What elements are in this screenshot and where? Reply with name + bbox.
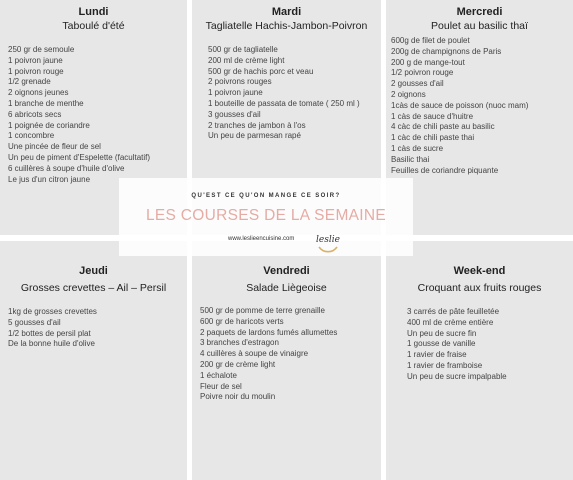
day-title: Mardi [271,6,302,18]
ingredient-item: 1 poivron rouge [8,66,64,76]
ingredient-item: 4 càc de chili paste au basilic [391,122,495,132]
ingredient-item: 1 càs de sauce d'huitre [391,111,474,121]
dish-title: Salade Liègeoise [246,282,327,294]
day-panel-mercredi [386,0,573,235]
ingredient-item: 2 gousses d'ail [391,79,444,89]
ingredient-item: 1 ravier de fraise [407,350,467,360]
ingredient-item: 500 gr de pomme de terre grenaille [200,306,325,315]
ingredient-list [0,45,187,185]
ingredient-item: Un peu de piment d'Espelette (facultatif) [8,152,151,162]
ingredient-item: 200g de champignons de Paris [391,46,502,56]
ingredient-item: 200 gr de crème light [200,359,276,369]
ingredient-list [386,36,573,176]
dish-title: Grosses crevettes – Ail – Persil [20,282,167,294]
day-title: Jeudi [79,265,108,277]
ingredient-list [386,307,573,383]
ingredient-item: Fleur de sel [200,381,242,391]
ingredient-item: 2 oignons [391,89,426,99]
ingredient-item: 2 tranches de jambon à l'os [208,120,306,130]
ingredient-item: Le jus d'un citron jaune [8,174,91,184]
ingredient-list [192,306,381,403]
day-panel-weekend [386,241,573,480]
day-title: Mercredi [456,6,503,18]
dish-title: Croquant aux fruits rouges [417,282,542,294]
ingredient-item: 400 ml de crème entière [407,317,494,327]
ingredient-item: Un peu de sucre fin [407,328,477,338]
ingredient-item: 5 gousses d'ail [8,317,61,327]
ingredient-list [0,307,187,350]
ingredient-item: 6 cuillères à soupe d'huile d'olive [8,163,125,173]
day-title: Week-end [453,265,506,277]
website-link[interactable]: www.leslieencuisine.com [228,236,295,242]
ingredient-item: 1/2 poivron rouge [391,68,454,78]
ingredient-item: 200 ml de crème light [208,55,285,65]
ingredient-item: Feuilles de coriandre piquante [391,165,499,175]
ingredient-item: 2 paquets de lardons fumés allumettes [200,327,338,337]
ingredient-list [192,45,381,142]
ingredient-item: 500 gr de tagliatelle [208,45,278,54]
ingredient-item: 1 càs de sucre [391,143,444,153]
ingredient-item: Une pincée de fleur de sel [8,142,101,152]
ingredient-item: 2 poivrons rouges [208,77,272,87]
ingredient-item: De la bonne huile d'olive [8,339,95,349]
ingredient-item: 4 cuillères à soupe de vinaigre [200,349,309,359]
dish-title: Taboulé d'été [62,20,125,32]
day-panel-vendredi [192,241,381,480]
ingredient-item: 200 g de mange-tout [391,57,465,67]
logo-icon [315,227,341,253]
ingredient-item: Un peu de sucre impalpable [407,371,507,381]
ingredient-item: 3 carrés de pâte feuilletée [407,307,500,316]
ingredient-item: 600g de filet de poulet [391,36,470,45]
ingredient-item: 1/2 bottes de persil plat [8,328,91,338]
day-title: Vendredi [263,265,310,277]
ingredient-item: 6 abricots secs [8,109,62,119]
ingredient-item: 1 poivron jaune [8,55,63,65]
day-title: Lundi [78,6,109,18]
day-panel-jeudi [0,241,187,480]
banner-headline: LES COURSES DE LA SEMAINE [145,207,387,224]
ingredient-item: Basilic thai [391,154,430,164]
dish-title: Poulet au basilic thaï [431,20,528,32]
ingredient-item: 1 poignée de coriandre [8,120,90,130]
ingredient-item: 2 oignons jeunes [8,88,69,98]
ingredient-item: 1 ravier de framboise [407,360,483,370]
ingredient-item: 600 gr de haricots verts [200,316,284,326]
ingredient-item: 1 bouteille de passata de tomate ( 250 ml ) [208,98,360,108]
ingredient-item: 1 poivron jaune [208,88,263,98]
ingredient-item: 1/2 grenade [8,77,51,87]
logo-text: leslie [316,235,340,245]
ingredient-item: Un peu de parmesan rapé [208,131,301,141]
ingredient-item: 1 branche de menthe [8,98,84,108]
ingredient-item: Poivre noir du moulin [200,392,276,402]
ingredient-item: 500 gr de hachis porc et veau [208,66,314,76]
ingredient-item: 1càs de sauce de poisson (nuoc mam) [391,100,529,110]
banner-question: QU'EST CE QU'ON MANGE CE SOIR? [191,193,341,199]
ingredient-item: 3 gousses d'ail [208,109,261,119]
ingredient-item: 1 gousse de vanille [407,339,476,349]
ingredient-item: 250 gr de semoule [8,45,75,54]
title-banner [119,178,413,256]
ingredient-item: 1 concombre [8,131,55,141]
ingredient-item: 1kg de grosses crevettes [8,307,97,316]
ingredient-item: 1 échalote [200,370,237,380]
dish-title: Tagliatelle Hachis-Jambon-Poivron [205,20,368,32]
ingredient-item: 3 branches d'estragon [200,338,279,348]
ingredient-item: 1 càc de chili paste thai [391,133,475,143]
